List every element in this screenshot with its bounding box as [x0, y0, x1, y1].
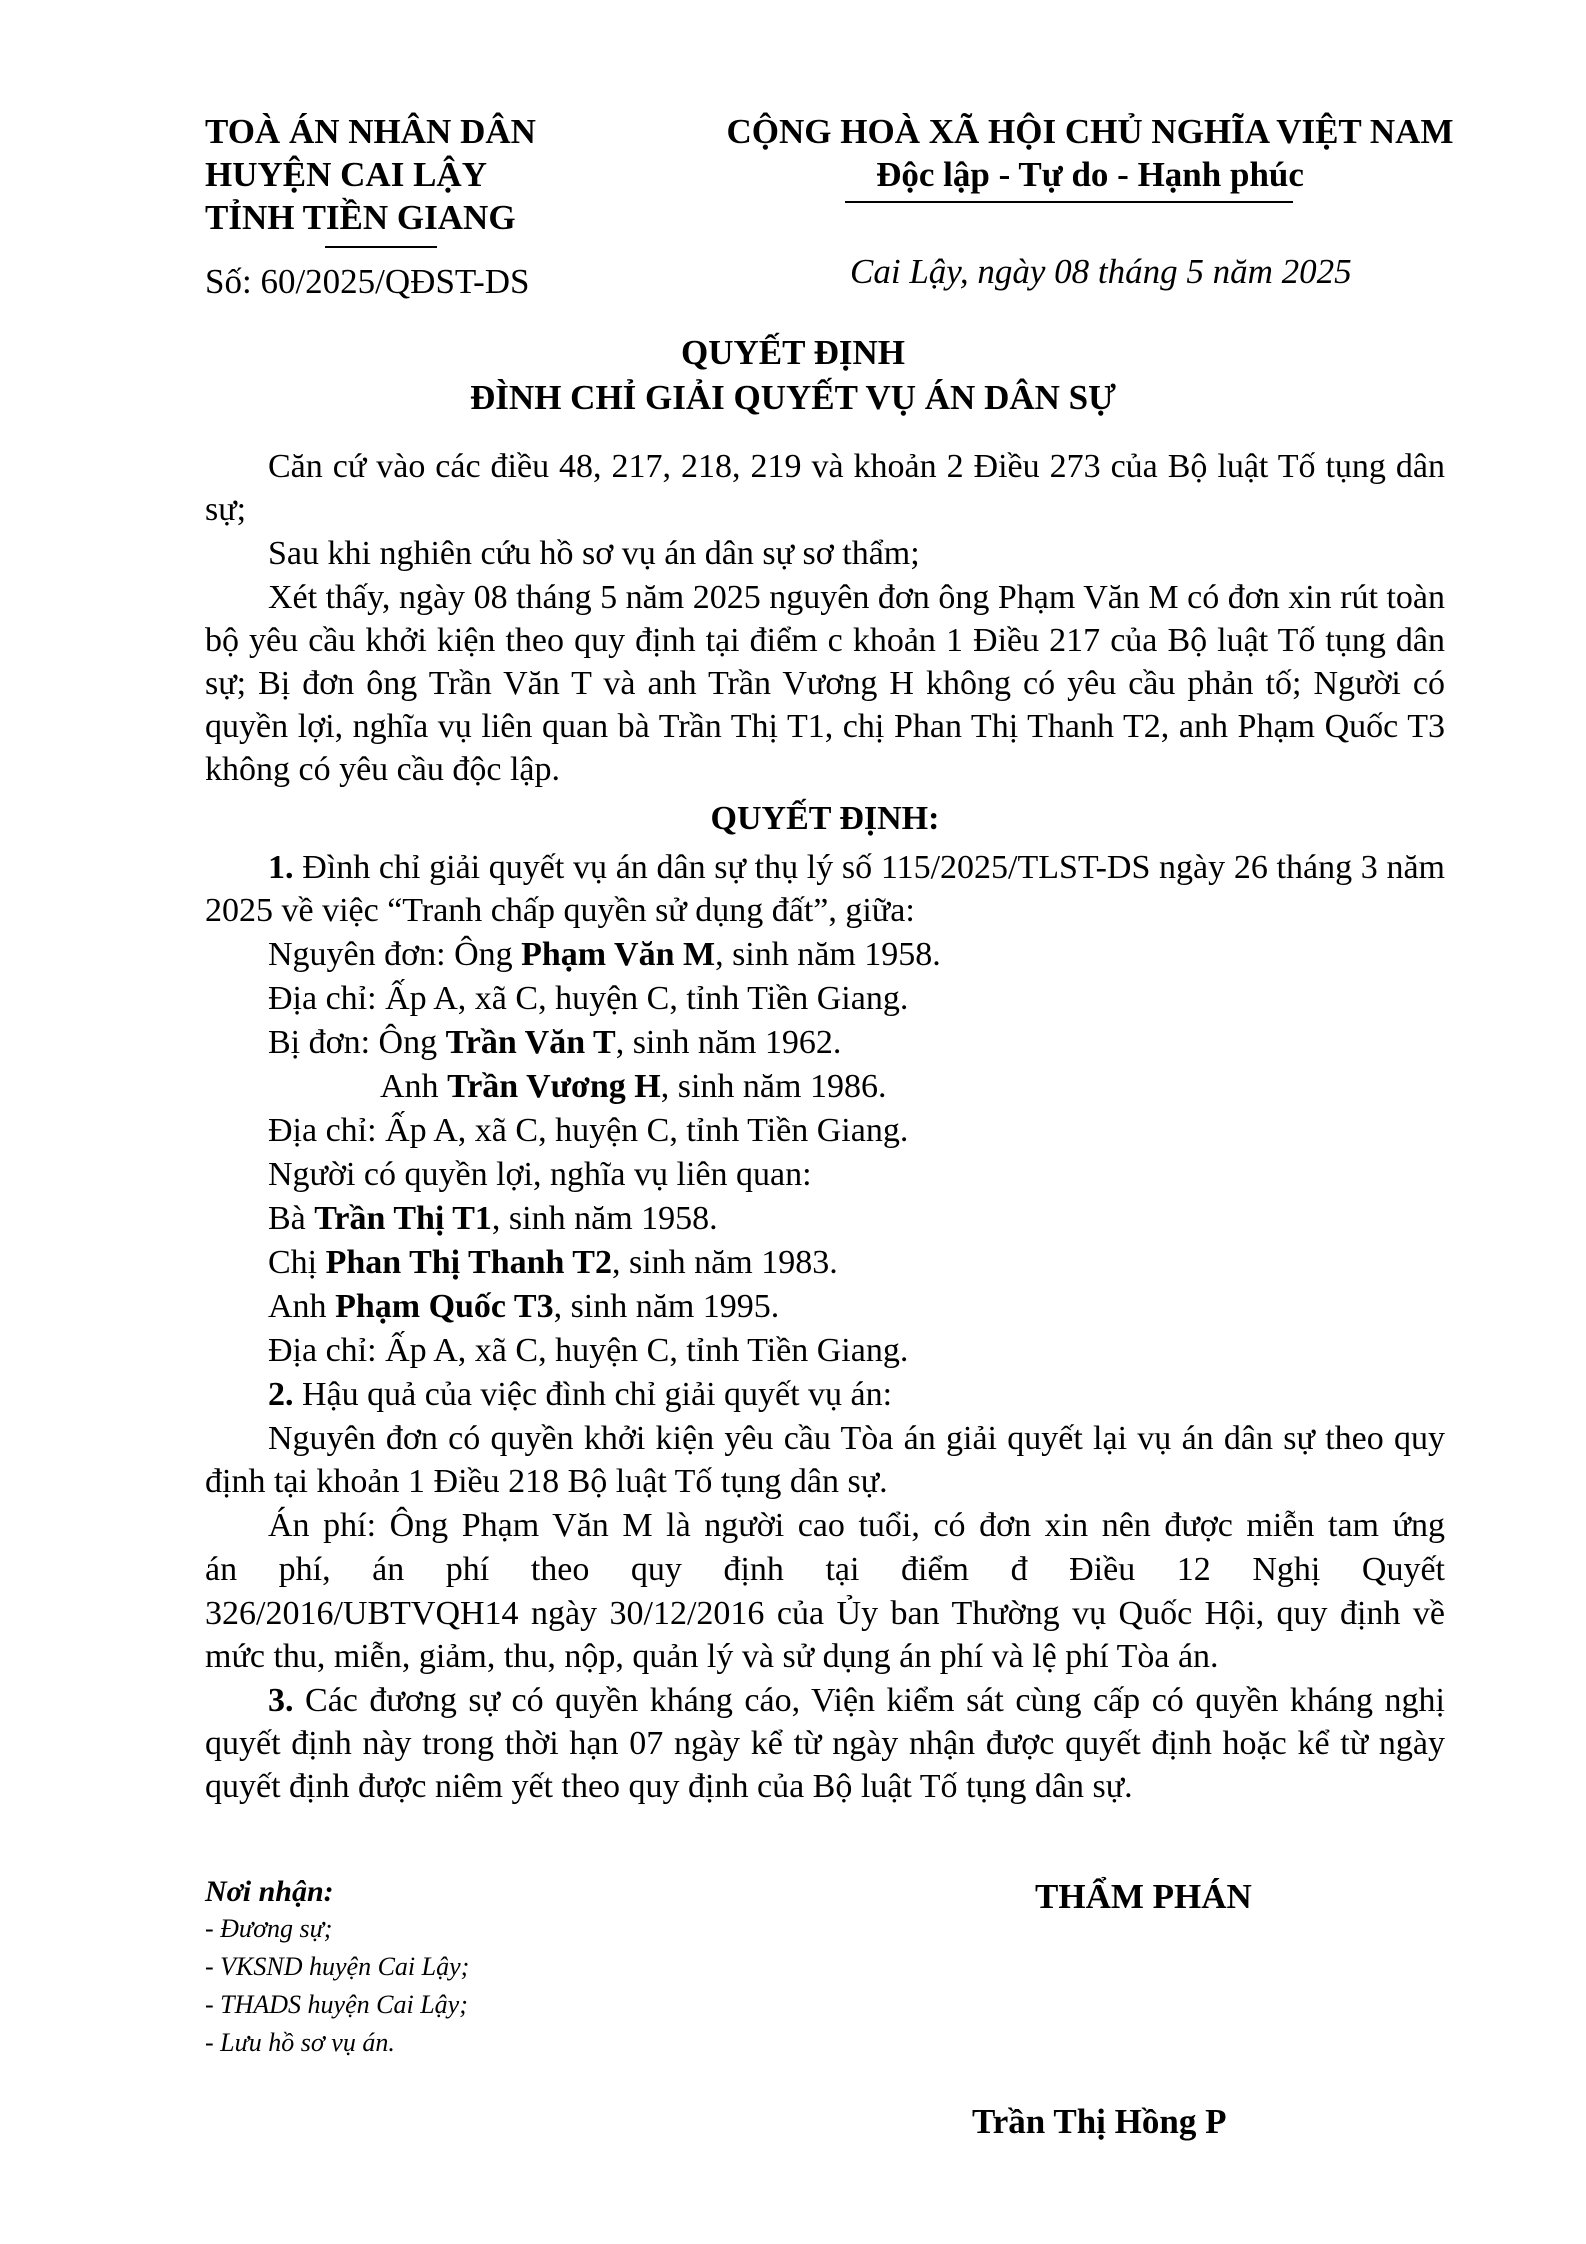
- defendant-address: Địa chỉ: Ấp A, xã C, huyện C, tỉnh Tiền Giang.: [268, 1112, 909, 1149]
- related-party-2: [205, 1241, 1445, 1284]
- item-2-text: Hậu quả của việc đình chỉ giải quyết vụ án:: [293, 1376, 893, 1413]
- related-address: Địa chỉ: Ấp A, xã C, huyện C, tỉnh Tiền Giang.: [268, 1332, 909, 1369]
- related-3-name: Phạm Quốc T3: [335, 1288, 554, 1325]
- defendant-2-line: [205, 1065, 1445, 1108]
- item-2-number: 2.: [268, 1376, 294, 1413]
- court-underline: [325, 246, 437, 248]
- plaintiff-name: Phạm Văn M: [521, 936, 716, 973]
- related-party-1: [205, 1197, 1445, 1240]
- preamble-legal-basis: Căn cứ vào các điều 48, 217, 218, 219 và khoản 2 Điều 273 của Bộ luật Tố tụng dân sự;: [205, 448, 1445, 528]
- plaintiff-prefix: Nguyên đơn: Ông: [268, 936, 522, 973]
- defendant-1-line: [205, 1021, 1445, 1064]
- judge-name: Trần Thị Hồng P: [972, 2102, 1227, 2141]
- national-motto: Độc lập - Tự do - Hạnh phúc: [876, 155, 1304, 194]
- court-fee-rest: 326/2016/UBTVQH14 ngày 30/12/2016 của Ủy ban Thường vụ Quốc Hội, quy định về mức thu, miễn, giảm, thu, nộp, quản lý và sử dụng án phí và lệ phí Tòa án.: [205, 1595, 1445, 1675]
- related-parties-label: Người có quyền lợi, nghĩa vụ liên quan:: [268, 1156, 812, 1193]
- recipients-block: [205, 1874, 469, 2062]
- related-2-prefix: Chị: [268, 1244, 326, 1281]
- item-1-text: Đình chỉ giải quyết vụ án dân sự thụ lý số 115/2025/TLST-DS ngày 26 tháng 3 năm 2025 về việc “Tranh chấp quyền sử dụng đất”, giữa:: [205, 849, 1445, 929]
- recipient-item: - Lưu hồ sơ vụ án.: [205, 2028, 395, 2057]
- related-3-prefix: Anh: [268, 1288, 336, 1325]
- place-date: Cai Lậy, ngày 08 tháng 5 năm 2025: [850, 252, 1352, 291]
- court-name: [205, 110, 536, 239]
- document-title: [0, 330, 1586, 420]
- court-fee-line-1: Án phí: Ông Phạm Văn M là người cao tuổi, có đơn xin nên được miễn tam ứng: [268, 1507, 1445, 1544]
- related-2-name: Phan Thị Thanh T2: [325, 1244, 612, 1281]
- recipient-item: - THADS huyện Cai Lậy;: [205, 1990, 468, 2019]
- defendant-1-name: Trần Văn T: [445, 1024, 616, 1061]
- item-1-number: 1.: [268, 849, 294, 886]
- document-number: Số: 60/2025/QĐST-DS: [205, 262, 530, 301]
- item-3-number: 3.: [268, 1682, 294, 1719]
- defendant-prefix: Bị đơn: Ông: [268, 1024, 446, 1061]
- court-line-1: TOÀ ÁN NHÂN DÂN: [205, 112, 536, 151]
- title-line-2: ĐÌNH CHỈ GIẢI QUYẾT VỤ ÁN DÂN SỰ: [470, 378, 1116, 417]
- plaintiff-address: Địa chỉ: Ấp A, xã C, huyện C, tỉnh Tiền Giang.: [268, 980, 909, 1017]
- court-fee-line-2: án phí, án phí theo quy định tại điểm đ Điều 12 Nghị Quyết: [205, 1551, 1445, 1588]
- judge-title: THẨM PHÁN: [1035, 1877, 1252, 1916]
- plaintiff-line: [205, 933, 1445, 976]
- related-1-prefix: Bà: [268, 1200, 315, 1237]
- preamble-considering: Xét thấy, ngày 08 tháng 5 năm 2025 nguyên đơn ông Phạm Văn M có đơn xin rút toàn bộ yêu cầu khởi kiện theo quy định tại điểm c khoản 1 Điều 217 của Bộ luật Tố tụng dân sự; Bị đơn ông Trần Văn T và anh Trần Vương H không có yêu cầu phản tố; Người có quyền lợi, nghĩa vụ liên quan bà Trần Thị T1, chị Phan Thị Thanh T2, anh Phạm Quốc T3 không có yêu cầu độc lập.: [205, 579, 1445, 788]
- court-line-3: TỈNH TIỀN GIANG: [205, 198, 516, 237]
- decision-item-2: [205, 1373, 1445, 1416]
- recipients-label: Nơi nhận:: [205, 1875, 334, 1908]
- decision-heading: QUYẾT ĐỊNH:: [710, 800, 940, 837]
- related-1-suffix: , sinh năm 1958.: [491, 1200, 718, 1237]
- decision-item-1: [205, 846, 1445, 932]
- document-body: [205, 445, 1445, 1809]
- related-3-suffix: , sinh năm 1995.: [553, 1288, 780, 1325]
- related-party-3: [205, 1285, 1445, 1328]
- related-1-name: Trần Thị T1: [314, 1200, 492, 1237]
- motto-underline: [845, 201, 1293, 203]
- plaintiff-suffix: , sinh năm 1958.: [715, 936, 941, 973]
- preamble-review: Sau khi nghiên cứu hồ sơ vụ án dân sự sơ thẩm;: [268, 535, 920, 572]
- national-header: [690, 110, 1490, 196]
- nation-name: CỘNG HOÀ XÃ HỘI CHỦ NGHĨA VIỆT NAM: [726, 112, 1454, 151]
- court-line-2: HUYỆN CAI LẬY: [205, 155, 487, 194]
- recipient-item: - VKSND huyện Cai Lậy;: [205, 1952, 470, 1981]
- recipient-item: - Đương sự;: [205, 1914, 333, 1943]
- defendant-1-suffix: , sinh năm 1962.: [615, 1024, 842, 1061]
- defendant-2-prefix: Anh: [380, 1068, 448, 1105]
- related-2-suffix: , sinh năm 1983.: [612, 1244, 838, 1281]
- decision-item-3: [205, 1679, 1445, 1808]
- consequence-paragraph: Nguyên đơn có quyền khởi kiện yêu cầu Tòa án giải quyết lại vụ án dân sự theo quy định tại khoản 1 Điều 218 Bộ luật Tố tụng dân sự.: [205, 1420, 1445, 1500]
- defendant-2-suffix: , sinh năm 1986.: [660, 1068, 887, 1105]
- defendant-2-name: Trần Vương H: [447, 1068, 661, 1105]
- title-line-1: QUYẾT ĐỊNH: [681, 333, 905, 372]
- item-3-text: Các đương sự có quyền kháng cáo, Viện kiểm sát cùng cấp có quyền kháng nghị quyết định này trong thời hạn 07 ngày kể từ ngày nhận được quyết định hoặc kể từ ngày quyết định được niêm yết theo quy định của Bộ luật Tố tụng dân sự.: [205, 1682, 1445, 1805]
